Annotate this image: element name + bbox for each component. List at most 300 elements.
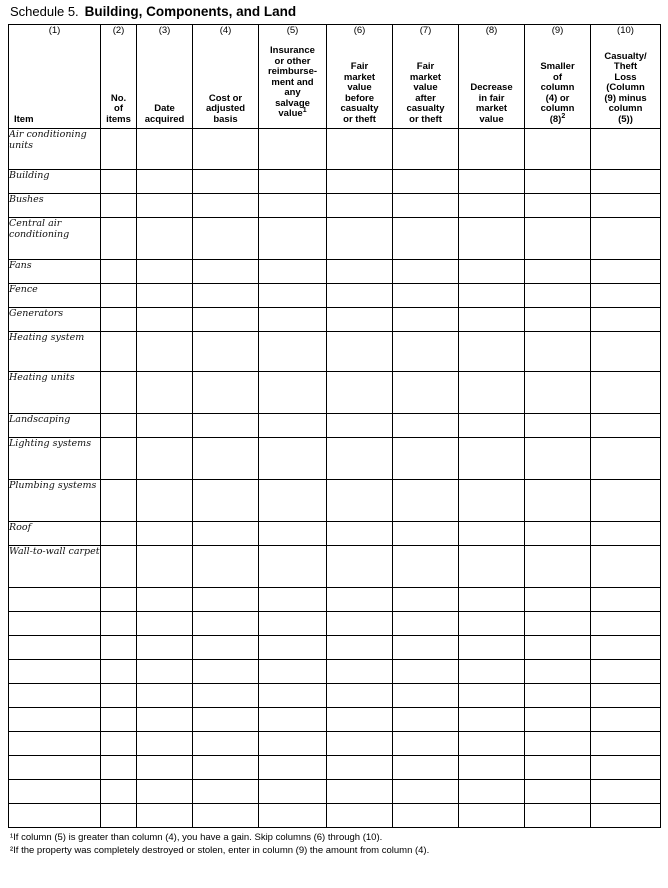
- cell-date-acquired[interactable]: [137, 284, 193, 308]
- cell-no-of-items[interactable]: [101, 708, 137, 732]
- cell-insurance[interactable]: [259, 372, 327, 414]
- cell-no-of-items[interactable]: [101, 732, 137, 756]
- cell-fmv-before[interactable]: [327, 684, 393, 708]
- cell-casualty-loss[interactable]: [591, 284, 661, 308]
- cell-casualty-loss[interactable]: [591, 660, 661, 684]
- cell-casualty-loss[interactable]: [591, 438, 661, 480]
- cell-date-acquired[interactable]: [137, 636, 193, 660]
- cell-insurance[interactable]: [259, 218, 327, 260]
- cell-smaller-of[interactable]: [525, 612, 591, 636]
- cell-insurance[interactable]: [259, 660, 327, 684]
- cell-decrease-fmv[interactable]: [459, 546, 525, 588]
- cell-insurance[interactable]: [259, 780, 327, 804]
- cell-fmv-before[interactable]: [327, 522, 393, 546]
- cell-smaller-of[interactable]: [525, 756, 591, 780]
- cell-fmv-before[interactable]: [327, 636, 393, 660]
- cell-fmv-after[interactable]: [393, 756, 459, 780]
- cell-smaller-of[interactable]: [525, 170, 591, 194]
- row-item-label[interactable]: [9, 780, 101, 804]
- cell-no-of-items[interactable]: [101, 804, 137, 828]
- cell-insurance[interactable]: [259, 636, 327, 660]
- table-row[interactable]: [9, 414, 661, 438]
- col-label-cost-basis: Cost or adjusted basis: [205, 92, 246, 125]
- cell-decrease-fmv[interactable]: [459, 218, 525, 260]
- cell-fmv-after[interactable]: [393, 804, 459, 828]
- col-header-fmv-after: [393, 25, 459, 129]
- row-item-label[interactable]: [9, 756, 101, 780]
- cell-insurance[interactable]: [259, 129, 327, 170]
- cell-fmv-before[interactable]: [327, 332, 393, 372]
- cell-smaller-of[interactable]: [525, 332, 591, 372]
- schedule-number: Schedule 5.: [10, 4, 79, 19]
- cell-cost-basis[interactable]: [193, 332, 259, 372]
- cell-casualty-loss[interactable]: [591, 129, 661, 170]
- cell-date-acquired[interactable]: [137, 129, 193, 170]
- cell-casualty-loss[interactable]: [591, 332, 661, 372]
- cell-cost-basis[interactable]: [193, 218, 259, 260]
- col-header-casualty-loss: [591, 25, 661, 129]
- cell-smaller-of[interactable]: [525, 308, 591, 332]
- cell-fmv-before[interactable]: [327, 194, 393, 218]
- cell-cost-basis[interactable]: [193, 194, 259, 218]
- row-item-label[interactable]: Lighting systems: [9, 438, 101, 480]
- col-header-cost-basis: [193, 25, 259, 129]
- cell-casualty-loss[interactable]: [591, 218, 661, 260]
- cell-date-acquired[interactable]: [137, 804, 193, 828]
- cell-no-of-items[interactable]: [101, 170, 137, 194]
- cell-fmv-before[interactable]: [327, 612, 393, 636]
- cell-casualty-loss[interactable]: [591, 546, 661, 588]
- footnote-2: ²If the property was completely destroyed or stolen, enter in column (9) the amount from column (4).: [10, 845, 430, 856]
- col-number-9: (9): [551, 25, 564, 36]
- cell-insurance[interactable]: [259, 194, 327, 218]
- cell-cost-basis[interactable]: [193, 372, 259, 414]
- cell-no-of-items[interactable]: [101, 260, 137, 284]
- cell-no-of-items[interactable]: [101, 194, 137, 218]
- cell-date-acquired[interactable]: [137, 612, 193, 636]
- cell-cost-basis[interactable]: [193, 260, 259, 284]
- cell-no-of-items[interactable]: [101, 546, 137, 588]
- cell-fmv-after[interactable]: [393, 372, 459, 414]
- col-label-casualty-loss: Casualty/ Theft Loss (Column (9) minus column (5)): [604, 50, 647, 125]
- col-header-smaller-of: [525, 25, 591, 129]
- cell-insurance[interactable]: [259, 684, 327, 708]
- col-label-item: Item: [14, 114, 34, 125]
- schedule-table: [8, 24, 661, 828]
- cell-decrease-fmv[interactable]: [459, 284, 525, 308]
- col-label-date-acquired: Date acquired: [144, 103, 185, 125]
- table-row[interactable]: [9, 756, 661, 780]
- cell-date-acquired[interactable]: [137, 546, 193, 588]
- cell-casualty-loss[interactable]: [591, 756, 661, 780]
- cell-fmv-after[interactable]: [393, 332, 459, 372]
- cell-decrease-fmv[interactable]: [459, 438, 525, 480]
- cell-cost-basis[interactable]: [193, 438, 259, 480]
- cell-decrease-fmv[interactable]: [459, 804, 525, 828]
- cell-fmv-before[interactable]: [327, 708, 393, 732]
- table-row[interactable]: [9, 522, 661, 546]
- col-number-7: (7): [419, 25, 432, 36]
- row-item-label[interactable]: Landscaping: [9, 414, 101, 438]
- row-item-label[interactable]: Generators: [9, 308, 101, 332]
- col-header-insurance: [259, 25, 327, 129]
- cell-fmv-before[interactable]: [327, 218, 393, 260]
- col-number-6: (6): [353, 25, 366, 36]
- cell-cost-basis[interactable]: [193, 588, 259, 612]
- table-row[interactable]: [9, 780, 661, 804]
- cell-fmv-after[interactable]: [393, 522, 459, 546]
- cell-date-acquired[interactable]: [137, 522, 193, 546]
- row-item-label[interactable]: [9, 660, 101, 684]
- table-row[interactable]: [9, 260, 661, 284]
- cell-no-of-items[interactable]: [101, 684, 137, 708]
- cell-fmv-before[interactable]: [327, 756, 393, 780]
- cell-decrease-fmv[interactable]: [459, 480, 525, 522]
- cell-decrease-fmv[interactable]: [459, 780, 525, 804]
- cell-cost-basis[interactable]: [193, 129, 259, 170]
- row-item-label[interactable]: Roof: [9, 522, 101, 546]
- cell-casualty-loss[interactable]: [591, 588, 661, 612]
- row-item-label[interactable]: Central air conditioning: [9, 218, 101, 260]
- cell-fmv-before[interactable]: [327, 546, 393, 588]
- cell-date-acquired[interactable]: [137, 660, 193, 684]
- cell-casualty-loss[interactable]: [591, 372, 661, 414]
- col-label-insurance: Insurance or other reimburse- ment and any salvage value$^1$: [267, 45, 318, 119]
- table-row[interactable]: [9, 194, 661, 218]
- cell-decrease-fmv[interactable]: [459, 612, 525, 636]
- cell-decrease-fmv[interactable]: [459, 660, 525, 684]
- cell-casualty-loss[interactable]: [591, 612, 661, 636]
- cell-date-acquired[interactable]: [137, 414, 193, 438]
- cell-decrease-fmv[interactable]: [459, 129, 525, 170]
- cell-fmv-after[interactable]: [393, 284, 459, 308]
- cell-date-acquired[interactable]: [137, 684, 193, 708]
- row-item-label[interactable]: Heating system: [9, 332, 101, 372]
- cell-casualty-loss[interactable]: [591, 170, 661, 194]
- cell-fmv-after[interactable]: [393, 194, 459, 218]
- cell-smaller-of[interactable]: [525, 588, 591, 612]
- cell-cost-basis[interactable]: [193, 522, 259, 546]
- row-item-label[interactable]: [9, 684, 101, 708]
- cell-insurance[interactable]: [259, 522, 327, 546]
- cell-date-acquired[interactable]: [137, 780, 193, 804]
- col-label-no-of-items: No. of items: [106, 92, 131, 125]
- cell-no-of-items[interactable]: [101, 522, 137, 546]
- col-label-decrease-fmv: Decrease in fair market value: [470, 82, 513, 125]
- cell-date-acquired[interactable]: [137, 480, 193, 522]
- cell-smaller-of[interactable]: [525, 660, 591, 684]
- table-row[interactable]: [9, 438, 661, 480]
- row-item-label[interactable]: [9, 636, 101, 660]
- table-row[interactable]: [9, 804, 661, 828]
- table-row[interactable]: [9, 372, 661, 414]
- cell-smaller-of[interactable]: [525, 732, 591, 756]
- table-body: [9, 129, 661, 828]
- cell-cost-basis[interactable]: [193, 708, 259, 732]
- cell-decrease-fmv[interactable]: [459, 756, 525, 780]
- cell-no-of-items[interactable]: [101, 756, 137, 780]
- page-title: [8, 4, 660, 24]
- cell-smaller-of[interactable]: [525, 194, 591, 218]
- schedule-title: Building, Components, and Land: [84, 4, 297, 19]
- cell-fmv-after[interactable]: [393, 684, 459, 708]
- cell-insurance[interactable]: [259, 756, 327, 780]
- cell-date-acquired[interactable]: [137, 708, 193, 732]
- cell-casualty-loss[interactable]: [591, 636, 661, 660]
- cell-no-of-items[interactable]: [101, 660, 137, 684]
- col-label-smaller-of: Smaller of column (4) or column $(8)^2$: [540, 61, 575, 125]
- cell-fmv-before[interactable]: [327, 660, 393, 684]
- cell-fmv-before[interactable]: [327, 372, 393, 414]
- cell-decrease-fmv[interactable]: [459, 732, 525, 756]
- cell-decrease-fmv[interactable]: [459, 372, 525, 414]
- cell-fmv-before[interactable]: [327, 170, 393, 194]
- cell-decrease-fmv[interactable]: [459, 414, 525, 438]
- cell-insurance[interactable]: [259, 308, 327, 332]
- cell-cost-basis[interactable]: [193, 284, 259, 308]
- cell-fmv-before[interactable]: [327, 588, 393, 612]
- cell-smaller-of[interactable]: [525, 129, 591, 170]
- cell-no-of-items[interactable]: [101, 588, 137, 612]
- cell-insurance[interactable]: [259, 414, 327, 438]
- cell-smaller-of[interactable]: [525, 780, 591, 804]
- col-number-5: (5): [286, 25, 299, 36]
- cell-fmv-before[interactable]: [327, 732, 393, 756]
- cell-casualty-loss[interactable]: [591, 522, 661, 546]
- cell-decrease-fmv[interactable]: [459, 194, 525, 218]
- cell-fmv-after[interactable]: [393, 218, 459, 260]
- table-row[interactable]: [9, 732, 661, 756]
- cell-smaller-of[interactable]: [525, 372, 591, 414]
- cell-fmv-after[interactable]: [393, 308, 459, 332]
- table-row[interactable]: [9, 170, 661, 194]
- cell-fmv-after[interactable]: [393, 636, 459, 660]
- cell-casualty-loss[interactable]: [591, 684, 661, 708]
- cell-smaller-of[interactable]: [525, 522, 591, 546]
- cell-fmv-before[interactable]: [327, 260, 393, 284]
- cell-no-of-items[interactable]: [101, 332, 137, 372]
- row-item-label[interactable]: Wall-to-wall carpet: [9, 546, 101, 588]
- cell-casualty-loss[interactable]: [591, 194, 661, 218]
- cell-cost-basis[interactable]: [193, 308, 259, 332]
- cell-smaller-of[interactable]: [525, 438, 591, 480]
- table-header-row: [9, 25, 661, 129]
- cell-decrease-fmv[interactable]: [459, 332, 525, 372]
- cell-date-acquired[interactable]: [137, 732, 193, 756]
- cell-cost-basis[interactable]: [193, 804, 259, 828]
- cell-date-acquired[interactable]: [137, 218, 193, 260]
- row-item-label[interactable]: Fence: [9, 284, 101, 308]
- table-row[interactable]: [9, 660, 661, 684]
- col-header-no-of-items: [101, 25, 137, 129]
- cell-cost-basis[interactable]: [193, 480, 259, 522]
- cell-smaller-of[interactable]: [525, 546, 591, 588]
- table-row[interactable]: [9, 129, 661, 170]
- cell-insurance[interactable]: [259, 332, 327, 372]
- row-item-label[interactable]: Plumbing systems: [9, 480, 101, 522]
- table-row[interactable]: [9, 684, 661, 708]
- cell-date-acquired[interactable]: [137, 588, 193, 612]
- cell-insurance[interactable]: [259, 284, 327, 308]
- cell-fmv-before[interactable]: [327, 804, 393, 828]
- cell-smaller-of[interactable]: [525, 684, 591, 708]
- cell-no-of-items[interactable]: [101, 612, 137, 636]
- cell-date-acquired[interactable]: [137, 438, 193, 480]
- cell-insurance[interactable]: [259, 170, 327, 194]
- table-row[interactable]: [9, 308, 661, 332]
- cell-fmv-after[interactable]: [393, 546, 459, 588]
- cell-date-acquired[interactable]: [137, 756, 193, 780]
- table-row[interactable]: [9, 708, 661, 732]
- cell-no-of-items[interactable]: [101, 480, 137, 522]
- cell-decrease-fmv[interactable]: [459, 308, 525, 332]
- table-row[interactable]: [9, 588, 661, 612]
- cell-casualty-loss[interactable]: [591, 804, 661, 828]
- table-row[interactable]: [9, 636, 661, 660]
- row-item-label[interactable]: Building: [9, 170, 101, 194]
- cell-cost-basis[interactable]: [193, 780, 259, 804]
- cell-no-of-items[interactable]: [101, 284, 137, 308]
- cell-fmv-before[interactable]: [327, 129, 393, 170]
- row-item-label[interactable]: [9, 732, 101, 756]
- cell-fmv-after[interactable]: [393, 480, 459, 522]
- row-item-label[interactable]: [9, 708, 101, 732]
- cell-decrease-fmv[interactable]: [459, 522, 525, 546]
- cell-fmv-after[interactable]: [393, 260, 459, 284]
- cell-smaller-of[interactable]: [525, 804, 591, 828]
- cell-smaller-of[interactable]: [525, 260, 591, 284]
- cell-fmv-before[interactable]: [327, 284, 393, 308]
- cell-fmv-before[interactable]: [327, 480, 393, 522]
- table-row[interactable]: [9, 546, 661, 588]
- cell-fmv-before[interactable]: [327, 438, 393, 480]
- row-item-label[interactable]: Bushes: [9, 194, 101, 218]
- row-item-label[interactable]: [9, 804, 101, 828]
- cell-decrease-fmv[interactable]: [459, 684, 525, 708]
- cell-fmv-after[interactable]: [393, 588, 459, 612]
- cell-no-of-items[interactable]: [101, 129, 137, 170]
- col-number-10: (10): [617, 25, 634, 36]
- cell-no-of-items[interactable]: [101, 308, 137, 332]
- col-header-date-acquired: [137, 25, 193, 129]
- cell-casualty-loss[interactable]: [591, 260, 661, 284]
- cell-fmv-before[interactable]: [327, 308, 393, 332]
- cell-decrease-fmv[interactable]: [459, 708, 525, 732]
- cell-cost-basis[interactable]: [193, 636, 259, 660]
- cell-no-of-items[interactable]: [101, 414, 137, 438]
- cell-date-acquired[interactable]: [137, 372, 193, 414]
- cell-no-of-items[interactable]: [101, 636, 137, 660]
- cell-fmv-after[interactable]: [393, 780, 459, 804]
- col-header-item: [9, 25, 101, 129]
- cell-cost-basis[interactable]: [193, 546, 259, 588]
- cell-casualty-loss[interactable]: [591, 708, 661, 732]
- cell-cost-basis[interactable]: [193, 414, 259, 438]
- cell-casualty-loss[interactable]: [591, 480, 661, 522]
- col-number-2: (2): [112, 25, 125, 36]
- cell-cost-basis[interactable]: [193, 684, 259, 708]
- cell-casualty-loss[interactable]: [591, 308, 661, 332]
- cell-cost-basis[interactable]: [193, 756, 259, 780]
- cell-insurance[interactable]: [259, 260, 327, 284]
- cell-smaller-of[interactable]: [525, 284, 591, 308]
- cell-fmv-after[interactable]: [393, 660, 459, 684]
- cell-fmv-after[interactable]: [393, 414, 459, 438]
- cell-decrease-fmv[interactable]: [459, 170, 525, 194]
- cell-fmv-after[interactable]: [393, 170, 459, 194]
- cell-cost-basis[interactable]: [193, 660, 259, 684]
- table-row[interactable]: [9, 480, 661, 522]
- table-row[interactable]: [9, 218, 661, 260]
- cell-decrease-fmv[interactable]: [459, 636, 525, 660]
- row-item-label[interactable]: Air conditioning units: [9, 129, 101, 170]
- table-row[interactable]: [9, 332, 661, 372]
- row-item-label[interactable]: Heating units: [9, 372, 101, 414]
- cell-fmv-after[interactable]: [393, 708, 459, 732]
- cell-insurance[interactable]: [259, 480, 327, 522]
- cell-fmv-before[interactable]: [327, 414, 393, 438]
- cell-cost-basis[interactable]: [193, 612, 259, 636]
- cell-no-of-items[interactable]: [101, 438, 137, 480]
- cell-smaller-of[interactable]: [525, 480, 591, 522]
- cell-cost-basis[interactable]: [193, 170, 259, 194]
- row-item-label[interactable]: Fans: [9, 260, 101, 284]
- cell-no-of-items[interactable]: [101, 218, 137, 260]
- cell-insurance[interactable]: [259, 612, 327, 636]
- cell-no-of-items[interactable]: [101, 780, 137, 804]
- table-row[interactable]: [9, 612, 661, 636]
- cell-smaller-of[interactable]: [525, 414, 591, 438]
- row-item-label[interactable]: [9, 588, 101, 612]
- cell-insurance[interactable]: [259, 708, 327, 732]
- cell-insurance[interactable]: [259, 546, 327, 588]
- col-number-1: (1): [48, 25, 61, 36]
- col-header-decrease-fmv: [459, 25, 525, 129]
- table-row[interactable]: [9, 284, 661, 308]
- cell-insurance[interactable]: [259, 732, 327, 756]
- cell-fmv-before[interactable]: [327, 780, 393, 804]
- cell-fmv-after[interactable]: [393, 732, 459, 756]
- cell-date-acquired[interactable]: [137, 308, 193, 332]
- col-number-3: (3): [158, 25, 171, 36]
- cell-smaller-of[interactable]: [525, 708, 591, 732]
- cell-decrease-fmv[interactable]: [459, 588, 525, 612]
- cell-casualty-loss[interactable]: [591, 732, 661, 756]
- cell-fmv-after[interactable]: [393, 129, 459, 170]
- cell-insurance[interactable]: [259, 588, 327, 612]
- cell-date-acquired[interactable]: [137, 260, 193, 284]
- cell-date-acquired[interactable]: [137, 332, 193, 372]
- footnote-1: ¹If column (5) is greater than column (4), you have a gain. Skip columns (6) through (10).: [10, 832, 383, 843]
- col-number-8: (8): [485, 25, 498, 36]
- cell-insurance[interactable]: [259, 804, 327, 828]
- cell-insurance[interactable]: [259, 438, 327, 480]
- cell-fmv-after[interactable]: [393, 438, 459, 480]
- cell-fmv-after[interactable]: [393, 612, 459, 636]
- cell-decrease-fmv[interactable]: [459, 260, 525, 284]
- cell-casualty-loss[interactable]: [591, 414, 661, 438]
- cell-smaller-of[interactable]: [525, 636, 591, 660]
- footnotes: [8, 828, 660, 857]
- cell-no-of-items[interactable]: [101, 372, 137, 414]
- cell-date-acquired[interactable]: [137, 170, 193, 194]
- cell-cost-basis[interactable]: [193, 732, 259, 756]
- cell-date-acquired[interactable]: [137, 194, 193, 218]
- row-item-label[interactable]: [9, 612, 101, 636]
- cell-casualty-loss[interactable]: [591, 780, 661, 804]
- col-header-fmv-before: [327, 25, 393, 129]
- cell-smaller-of[interactable]: [525, 218, 591, 260]
